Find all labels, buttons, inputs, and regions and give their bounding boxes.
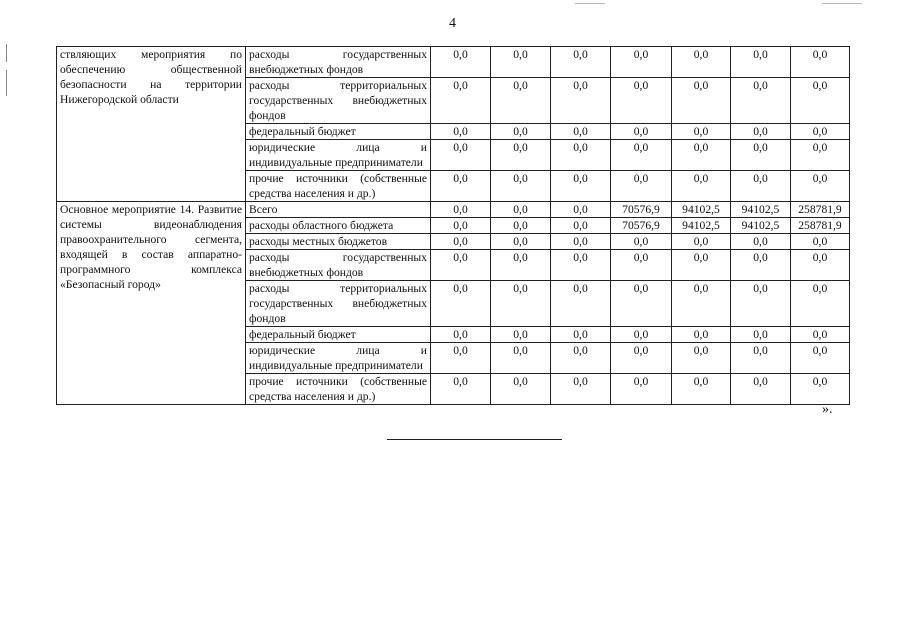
funding-source-cell: расходы территориальных государственных внебюджетных фондов [246, 78, 431, 124]
amount-cell: 0,0 [491, 124, 551, 140]
amount-cell: 0,0 [611, 327, 672, 343]
amount-cell: 0,0 [551, 234, 611, 250]
amount-cell: 0,0 [611, 78, 672, 124]
amount-cell: 0,0 [611, 124, 672, 140]
amount-cell: 0,0 [672, 327, 731, 343]
amount-cell: 0,0 [431, 234, 491, 250]
amount-cell: 0,0 [611, 140, 672, 171]
measure-name-cell: ствляющих мероприятия по обеспечению общественной безопасности на территории Нижегородской области [57, 47, 246, 202]
amount-cell: 94102,5 [731, 202, 791, 218]
amount-cell: 0,0 [731, 171, 791, 202]
amount-cell: 0,0 [551, 374, 611, 405]
funding-source-cell: расходы областного бюджета [246, 218, 431, 234]
amount-cell: 0,0 [611, 250, 672, 281]
amount-cell: 0,0 [551, 171, 611, 202]
amount-cell: 0,0 [491, 374, 551, 405]
amount-cell: 0,0 [791, 327, 850, 343]
amount-cell: 0,0 [551, 140, 611, 171]
amount-cell: 0,0 [551, 202, 611, 218]
amount-cell: 0,0 [731, 327, 791, 343]
amount-cell: 0,0 [791, 171, 850, 202]
amount-cell: 0,0 [431, 124, 491, 140]
amount-cell: 94102,5 [731, 218, 791, 234]
amount-cell: 0,0 [491, 140, 551, 171]
amount-cell: 0,0 [611, 374, 672, 405]
amount-cell: 0,0 [551, 47, 611, 78]
amount-cell: 0,0 [431, 327, 491, 343]
amount-cell: 0,0 [431, 47, 491, 78]
amount-cell: 0,0 [791, 140, 850, 171]
closing-quote: ». [822, 402, 833, 417]
amount-cell: 0,0 [731, 234, 791, 250]
funding-table [56, 46, 850, 405]
amount-cell: 0,0 [672, 78, 731, 124]
page-number: 4 [449, 16, 456, 31]
amount-cell: 0,0 [672, 250, 731, 281]
amount-cell: 0,0 [731, 281, 791, 327]
amount-cell: 0,0 [431, 250, 491, 281]
amount-cell: 0,0 [791, 234, 850, 250]
amount-cell: 0,0 [491, 218, 551, 234]
margin-mark [6, 70, 7, 96]
amount-cell: 0,0 [551, 124, 611, 140]
amount-cell: 0,0 [611, 171, 672, 202]
amount-cell: 0,0 [491, 327, 551, 343]
amount-cell: 258781,9 [791, 202, 850, 218]
amount-cell: 0,0 [672, 140, 731, 171]
amount-cell: 0,0 [551, 78, 611, 124]
amount-cell: 0,0 [431, 343, 491, 374]
amount-cell: 0,0 [731, 78, 791, 124]
table-row [57, 202, 850, 218]
amount-cell: 0,0 [431, 78, 491, 124]
funding-source-cell: расходы местных бюджетов [246, 234, 431, 250]
amount-cell: 0,0 [491, 202, 551, 218]
amount-cell: 0,0 [731, 343, 791, 374]
amount-cell: 258781,9 [791, 218, 850, 234]
amount-cell: 0,0 [431, 140, 491, 171]
amount-cell: 70576,9 [611, 202, 672, 218]
amount-cell: 0,0 [551, 250, 611, 281]
amount-cell: 0,0 [731, 47, 791, 78]
amount-cell: 0,0 [491, 78, 551, 124]
amount-cell: 0,0 [731, 250, 791, 281]
amount-cell: 0,0 [791, 374, 850, 405]
amount-cell: 0,0 [551, 281, 611, 327]
amount-cell: 0,0 [611, 47, 672, 78]
amount-cell: 0,0 [431, 202, 491, 218]
scan-speck [822, 3, 862, 4]
amount-cell: 0,0 [611, 343, 672, 374]
amount-cell: 0,0 [731, 124, 791, 140]
amount-cell: 0,0 [491, 234, 551, 250]
amount-cell: 0,0 [431, 218, 491, 234]
table-row [57, 47, 850, 78]
amount-cell: 0,0 [672, 47, 731, 78]
amount-cell: 0,0 [731, 374, 791, 405]
amount-cell: 0,0 [791, 124, 850, 140]
amount-cell: 0,0 [431, 374, 491, 405]
amount-cell: 0,0 [791, 78, 850, 124]
funding-source-cell: юридические лица и индивидуальные предприниматели [246, 343, 431, 374]
funding-source-cell: Всего [246, 202, 431, 218]
scan-speck [575, 3, 605, 4]
amount-cell: 0,0 [672, 124, 731, 140]
amount-cell: 0,0 [491, 47, 551, 78]
amount-cell: 0,0 [611, 281, 672, 327]
end-rule [387, 439, 562, 440]
measure-name-cell: Основное мероприятие 14. Развитие системы видеонаблюдения правоохранительного сегмента, входящей в состав аппаратно-программного комплекса «Безопасный город» [57, 202, 246, 405]
amount-cell: 0,0 [431, 281, 491, 327]
amount-cell: 0,0 [491, 343, 551, 374]
amount-cell: 94102,5 [672, 218, 731, 234]
amount-cell: 0,0 [672, 171, 731, 202]
margin-mark [6, 44, 7, 62]
funding-source-cell: прочие источники (собственные средства населения и др.) [246, 171, 431, 202]
amount-cell: 0,0 [551, 343, 611, 374]
amount-cell: 94102,5 [672, 202, 731, 218]
amount-cell: 0,0 [672, 343, 731, 374]
amount-cell: 0,0 [791, 343, 850, 374]
amount-cell: 0,0 [672, 374, 731, 405]
amount-cell: 0,0 [491, 281, 551, 327]
amount-cell: 0,0 [491, 171, 551, 202]
amount-cell: 0,0 [551, 218, 611, 234]
funding-source-cell: расходы государственных внебюджетных фондов [246, 47, 431, 78]
amount-cell: 70576,9 [611, 218, 672, 234]
amount-cell: 0,0 [611, 234, 672, 250]
amount-cell: 0,0 [791, 47, 850, 78]
funding-source-cell: расходы территориальных государственных внебюджетных фондов [246, 281, 431, 327]
amount-cell: 0,0 [731, 140, 791, 171]
funding-source-cell: юридические лица и индивидуальные предприниматели [246, 140, 431, 171]
amount-cell: 0,0 [791, 281, 850, 327]
amount-cell: 0,0 [551, 327, 611, 343]
amount-cell: 0,0 [431, 171, 491, 202]
amount-cell: 0,0 [672, 281, 731, 327]
amount-cell: 0,0 [672, 234, 731, 250]
funding-source-cell: расходы государственных внебюджетных фондов [246, 250, 431, 281]
funding-source-cell: федеральный бюджет [246, 124, 431, 140]
funding-source-cell: федеральный бюджет [246, 327, 431, 343]
funding-source-cell: прочие источники (собственные средства населения и др.) [246, 374, 431, 405]
amount-cell: 0,0 [491, 250, 551, 281]
amount-cell: 0,0 [791, 250, 850, 281]
